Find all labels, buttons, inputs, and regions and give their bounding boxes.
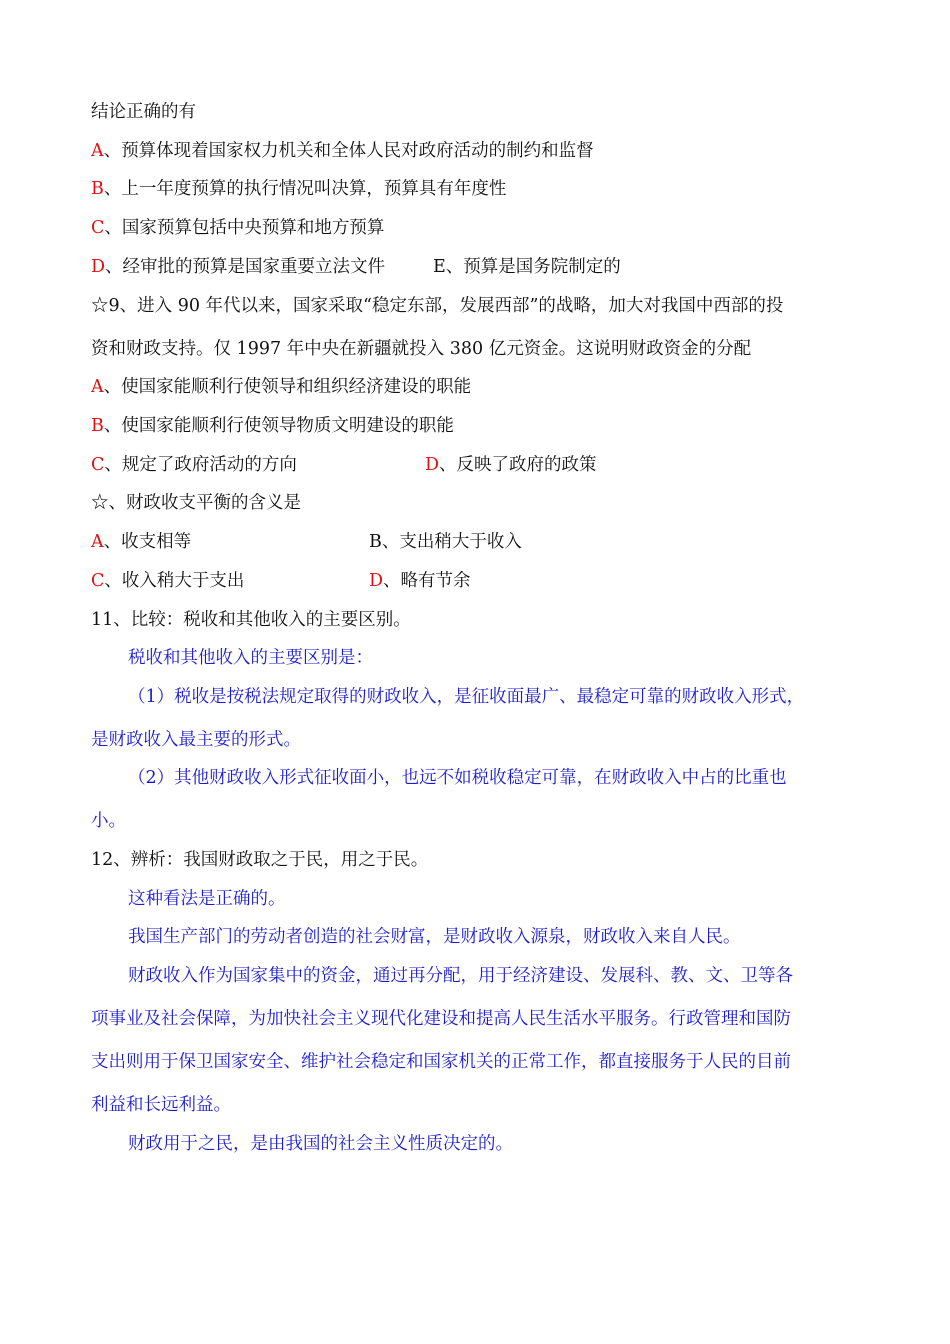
q12-answer-p3-line4: 利益和长远利益。 bbox=[91, 1095, 231, 1115]
option-text: 、使国家能顺利行使领导物质文明建设的职能 bbox=[103, 416, 454, 436]
q10-stem: ☆、财政收支平衡的含义是 bbox=[91, 493, 301, 513]
option-text: 、国家预算包括中央预算和地方预算 bbox=[104, 218, 385, 238]
q12-answer-p1: 这种看法是正确的。 bbox=[128, 889, 286, 909]
option-text: 、收支相等 bbox=[103, 532, 192, 552]
q12-answer-p2: 我国生产部门的劳动者创造的社会财富，是财政收入源泉，财政收入来自人民。 bbox=[128, 927, 741, 947]
q9-option-c bbox=[91, 453, 297, 477]
q8-option-a bbox=[91, 139, 594, 163]
q9-option-b bbox=[91, 414, 454, 438]
q10-option-d bbox=[369, 569, 471, 593]
q9-stem-line2: 资和财政支持。仅 1997 年中央在新疆就投入 380 亿元资金。这说明财政资金的分配 bbox=[91, 339, 752, 359]
q9-option-d bbox=[425, 453, 597, 477]
q8-stem: 结论正确的有 bbox=[91, 102, 196, 122]
q11-answer-2-line2: 小。 bbox=[91, 811, 126, 831]
option-letter: B bbox=[91, 416, 104, 436]
option-letter: C bbox=[91, 571, 105, 591]
option-letter: D bbox=[425, 455, 440, 475]
option-text: 、上一年度预算的执行情况叫决算，预算具有年度性 bbox=[103, 179, 507, 199]
option-text: 、略有节余 bbox=[383, 571, 471, 591]
q12-answer-p3-line2: 项事业及社会保障，为加快社会主义现代化建设和提高人民生活水平服务。行政管理和国防 bbox=[91, 1009, 791, 1029]
option-letter: A bbox=[91, 141, 104, 161]
option-text: 、规定了政府活动的方向 bbox=[104, 455, 297, 475]
q11-answer-2-line1: （2）其他财政收入形式征收面小，也远不如税收稳定可靠，在财政收入中占的比重也 bbox=[128, 768, 787, 788]
q10-option-a bbox=[91, 530, 191, 554]
q11-answer-1-line2: 是财政收入最主要的形式。 bbox=[91, 730, 301, 750]
q8-option-c bbox=[91, 216, 384, 240]
q10-option-c bbox=[91, 569, 244, 593]
option-text: 、经审批的预算是国家重要立法文件 bbox=[105, 257, 386, 277]
option-letter: A bbox=[91, 532, 104, 552]
option-letter: A bbox=[91, 377, 104, 397]
q10-option-b: B、支出稍大于收入 bbox=[369, 532, 522, 552]
q11-answer-intro: 税收和其他收入的主要区别是： bbox=[128, 648, 373, 668]
q12-answer-p3-line1: 财政收入作为国家集中的资金，通过再分配，用于经济建设、发展科、教、文、卫等各 bbox=[128, 966, 793, 986]
q12-stem: 12、辨析：我国财政取之于民，用之于民。 bbox=[91, 850, 429, 870]
q9-stem-line1: ☆9、进入 90 年代以来，国家采取“稳定东部，发展西部”的战略，加大对我国中西部的投 bbox=[91, 296, 784, 316]
option-letter: B bbox=[91, 179, 104, 199]
q8-option-e: E、预算是国务院制定的 bbox=[433, 257, 621, 277]
option-letter: C bbox=[91, 218, 105, 238]
q12-answer-p4: 财政用于之民，是由我国的社会主义性质决定的。 bbox=[128, 1134, 513, 1154]
q8-option-d bbox=[91, 255, 385, 279]
option-letter: D bbox=[369, 571, 384, 591]
option-text: 、收入稍大于支出 bbox=[104, 571, 245, 591]
option-letter: D bbox=[91, 257, 106, 277]
q9-option-a bbox=[91, 375, 471, 399]
option-text: 、使国家能顺利行使领导和组织经济建设的职能 bbox=[103, 377, 472, 397]
q11-stem: 11、比较：税收和其他收入的主要区别。 bbox=[91, 610, 411, 630]
q8-option-b bbox=[91, 177, 506, 201]
q11-answer-1-line1: （1）税收是按税法规定取得的财政收入，是征收面最广、最稳定可靠的财政收入形式， bbox=[128, 687, 805, 707]
option-text: 、预算体现着国家权力机关和全体人民对政府活动的制约和监督 bbox=[103, 141, 594, 161]
q12-answer-p3-line3: 支出则用于保卫国家安全、维护社会稳定和国家机关的正常工作，都直接服务于人民的目前 bbox=[91, 1052, 791, 1072]
option-letter: C bbox=[91, 455, 105, 475]
option-text: 、反映了政府的政策 bbox=[439, 455, 597, 475]
